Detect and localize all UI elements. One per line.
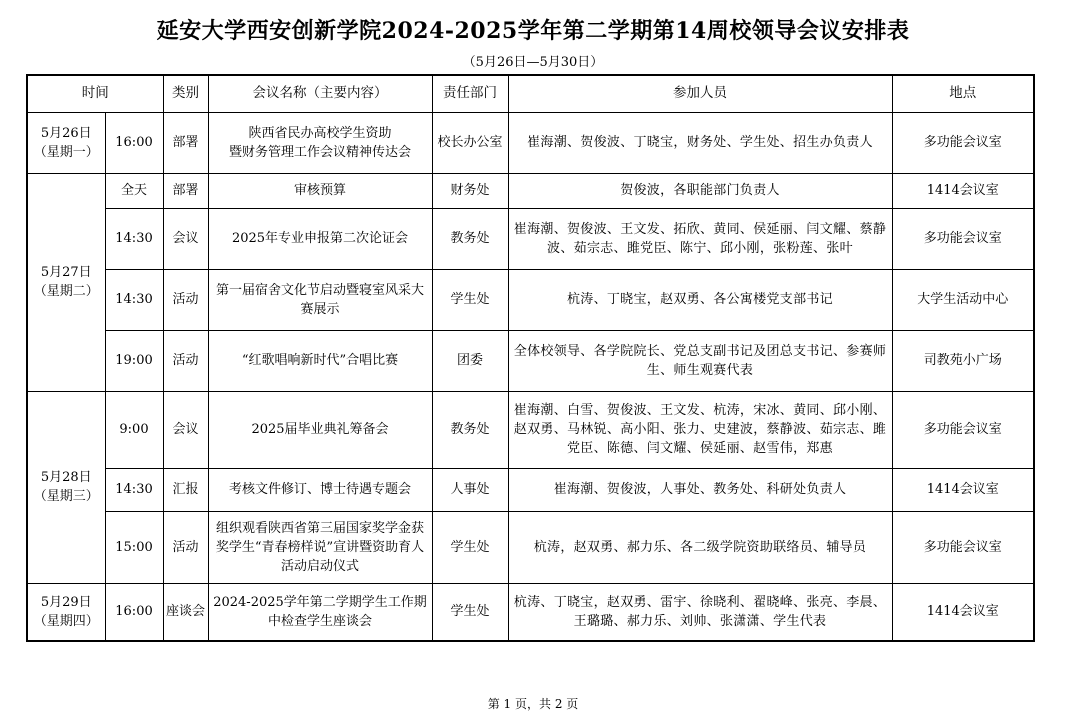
day-date: 5月26日 — [40, 125, 92, 141]
day-weekday: （星期二） — [33, 284, 99, 299]
dept-cell: 学生处 — [432, 511, 508, 583]
people-cell: 杭涛、丁晓宝，赵双勇、雷宇、徐晓利、翟晓峰、张亮、李晨、王璐璐、郝力乐、刘帅、张潇潇、学生代表 — [508, 583, 892, 641]
header-type: 类别 — [163, 75, 208, 112]
day-weekday: （星期三） — [33, 489, 99, 504]
table-row — [27, 112, 1034, 173]
people-cell: 杭涛，赵双勇、郝力乐、各二级学院资助联络员、辅导员 — [508, 511, 892, 583]
place-cell: 1414会议室 — [892, 583, 1034, 641]
people-cell: 全体校领导、各学院院长、党总支副书记及团总支书记、参赛师生、师生观赛代表 — [508, 330, 892, 391]
place-cell: 多功能会议室 — [892, 391, 1034, 468]
time-cell: 14:30 — [105, 468, 163, 511]
day-cell — [27, 112, 105, 173]
type-cell: 座谈会 — [163, 583, 208, 641]
dept-cell: 学生处 — [432, 269, 508, 330]
header-time: 时间 — [27, 75, 163, 112]
meeting-cell: 第一届宿舍文化节启动暨寝室风采大赛展示 — [208, 269, 432, 330]
dept-cell: 教务处 — [432, 208, 508, 269]
place-cell: 多功能会议室 — [892, 208, 1034, 269]
meeting-cell: “红歌唱响新时代”合唱比赛 — [208, 330, 432, 391]
day-cell — [27, 583, 105, 641]
meeting-cell: 审核预算 — [208, 173, 432, 208]
type-cell: 活动 — [163, 269, 208, 330]
day-date: 5月28日 — [40, 470, 92, 485]
time-cell: 15:00 — [105, 511, 163, 583]
header-place: 地点 — [892, 75, 1034, 112]
table-row — [27, 208, 1034, 269]
day-date: 5月29日 — [40, 594, 92, 610]
table-row — [27, 583, 1034, 641]
document-title: 延安大学西安创新学院2024-2025学年第二学期第14周校领导会议安排表 — [156, 18, 910, 44]
place-cell: 司教苑小广场 — [892, 330, 1034, 391]
people-cell: 崔海潮、贺俊波、丁晓宝，财务处、学生处、招生办负责人 — [508, 112, 892, 173]
day-cell — [27, 173, 105, 391]
time-cell: 9:00 — [105, 391, 163, 468]
time-cell: 19:00 — [105, 330, 163, 391]
place-cell: 大学生活动中心 — [892, 269, 1034, 330]
dept-cell: 教务处 — [432, 391, 508, 468]
type-cell: 活动 — [163, 511, 208, 583]
day-weekday: （星期四） — [33, 613, 99, 629]
table-row — [27, 330, 1034, 391]
table-row — [27, 173, 1034, 208]
people-cell: 崔海潮、贺俊波、王文发、拓欣、黄同、侯延丽、闫文耀、蔡静波、茹宗志、雎党臣、陈宁、邱小刚，张粉莲、张叶 — [508, 208, 892, 269]
header-people: 参加人员 — [508, 75, 892, 112]
place-cell: 1414会议室 — [892, 173, 1034, 208]
type-cell: 部署 — [163, 112, 208, 173]
dept-cell: 团委 — [432, 330, 508, 391]
table-header-row — [27, 75, 1034, 112]
header-meeting: 会议名称（主要内容） — [208, 75, 432, 112]
meeting-cell: 考核文件修订、博士待遇专题会 — [208, 468, 432, 511]
time-cell: 16:00 — [105, 112, 163, 173]
table-row — [27, 468, 1034, 511]
day-weekday: （星期一） — [33, 144, 99, 160]
schedule-table — [26, 74, 1035, 642]
day-date: 5月27日 — [40, 265, 92, 280]
table-row — [27, 391, 1034, 468]
time-cell: 14:30 — [105, 269, 163, 330]
dept-cell: 校长办公室 — [432, 112, 508, 173]
table-row — [27, 269, 1034, 330]
people-cell: 杭涛、丁晓宝，赵双勇、各公寓楼党支部书记 — [508, 269, 892, 330]
type-cell: 会议 — [163, 391, 208, 468]
people-cell: 贺俊波，各职能部门负责人 — [508, 173, 892, 208]
meeting-cell: 组织观看陕西省第三届国家奖学金获奖学生“青春榜样说”宣讲暨资助育人活动启动仪式 — [208, 511, 432, 583]
type-cell: 部署 — [163, 173, 208, 208]
type-cell: 活动 — [163, 330, 208, 391]
type-cell: 汇报 — [163, 468, 208, 511]
dept-cell: 财务处 — [432, 173, 508, 208]
place-cell: 多功能会议室 — [892, 511, 1034, 583]
meeting-cell: 2024-2025学年第二学期学生工作期中检查学生座谈会 — [208, 583, 432, 641]
day-cell — [27, 391, 105, 583]
time-cell: 14:30 — [105, 208, 163, 269]
dept-cell: 学生处 — [432, 583, 508, 641]
page-footer: 第 1 页，共 2 页 — [487, 697, 579, 711]
table-row — [27, 511, 1034, 583]
time-cell: 全天 — [105, 173, 163, 208]
people-cell: 崔海潮、白雪、贺俊波、王文发、杭涛，宋冰、黄同、邱小刚、赵双勇、马林锐、高小阳、张力、史建波，蔡静波、茹宗志、雎党臣、陈德、闫文耀、侯延丽、赵雪伟，郑惠 — [508, 391, 892, 468]
date-range-subtitle: （5月26日—5月30日） — [462, 55, 604, 70]
meeting-cell: 陕西省民办高校学生资助 暨财务管理工作会议精神传达会 — [208, 112, 432, 173]
dept-cell: 人事处 — [432, 468, 508, 511]
meeting-cell: 2025届毕业典礼筹备会 — [208, 391, 432, 468]
meeting-cell: 2025年专业申报第二次论证会 — [208, 208, 432, 269]
time-cell: 16:00 — [105, 583, 163, 641]
place-cell: 多功能会议室 — [892, 112, 1034, 173]
type-cell: 会议 — [163, 208, 208, 269]
header-dept: 责任部门 — [432, 75, 508, 112]
place-cell: 1414会议室 — [892, 468, 1034, 511]
people-cell: 崔海潮、贺俊波，人事处、教务处、科研处负责人 — [508, 468, 892, 511]
